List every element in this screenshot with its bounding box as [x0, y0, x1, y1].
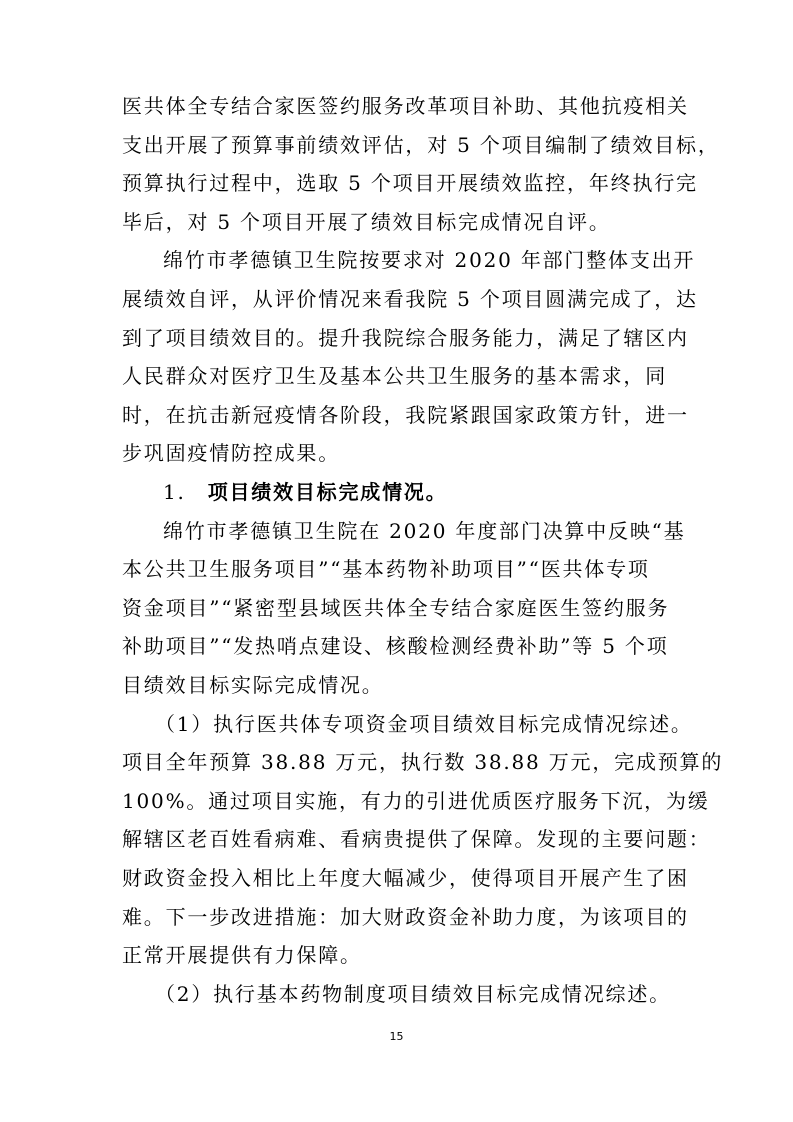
- paragraph-line: 难。下一步改进措施：加大财政资金补助力度，为该项目的: [122, 905, 689, 929]
- section-number: 1.: [163, 480, 186, 504]
- section-heading: [163, 478, 683, 506]
- paragraph-line: 绵竹市孝德镇卫生院在 2020 年度部门决算中反映“基: [163, 519, 686, 543]
- paragraph-line: （1）执行医共体专项资金项目绩效目标完成情况综述。: [155, 712, 693, 736]
- paragraph-line: 资金项目”“紧密型县域医共体全专结合家庭医生签约服务: [122, 596, 670, 620]
- section-title: 项目绩效目标完成情况。: [207, 480, 448, 504]
- paragraph-line: 毕后，对 5 个项目开展了绩效目标完成情况自评。: [122, 210, 611, 234]
- paragraph-line: 解辖区老百姓看病难、看病贵提供了保障。发现的主要问题：: [122, 827, 711, 851]
- paragraph-line: 时，在抗击新冠疫情各阶段，我院紧跟国家政策方针，进一: [122, 403, 689, 427]
- paragraph-line: 100%。通过项目实施，有力的引进优质医疗服务下沉，为缓: [122, 789, 710, 813]
- paragraph-line: 项目全年预算 38.88 万元，执行数 38.88 万元，完成预算的: [122, 750, 724, 774]
- paragraph-line: 医共体全专结合家医签约服务改革项目补助、其他抗疫相关: [122, 94, 689, 118]
- paragraph-line: 正常开展提供有力保障。: [122, 943, 362, 967]
- paragraph-line: 目绩效目标实际完成情况。: [122, 673, 384, 697]
- paragraph-line: 财政资金投入相比上年度大幅减少，使得项目开展产生了困: [122, 866, 689, 890]
- paragraph-line: 补助项目”“发热哨点建设、核酸检测经费补助”等 5 个项: [122, 634, 669, 658]
- paragraph-line: 步巩固疫情防控成果。: [122, 441, 340, 465]
- paragraph-line: 支出开展了预算事前绩效评估，对 5 个项目编制了绩效目标，: [122, 133, 720, 157]
- paragraph-line: 预算执行过程中，选取 5 个项目开展绩效监控，年终执行完: [122, 171, 698, 195]
- page-number: 15: [389, 1030, 404, 1043]
- paragraph-line: 人民群众对医疗卫生及基本公共卫生服务的基本需求，同: [122, 364, 667, 388]
- paragraph-line: 展绩效自评，从评价情况来看我院 5 个项目圆满完成了，达: [122, 287, 698, 311]
- paragraph-line: 到了项目绩效目的。提升我院综合服务能力，满足了辖区内: [122, 326, 689, 350]
- paragraph-line: 绵竹市孝德镇卫生院按要求对 2020 年部门整体支出开: [163, 248, 696, 272]
- paragraph-line: （2）执行基本药物制度项目绩效目标完成情况综述。: [155, 982, 671, 1006]
- paragraph-line: 本公共卫生服务项目”“基本药物补助项目”“医共体专项: [122, 557, 650, 581]
